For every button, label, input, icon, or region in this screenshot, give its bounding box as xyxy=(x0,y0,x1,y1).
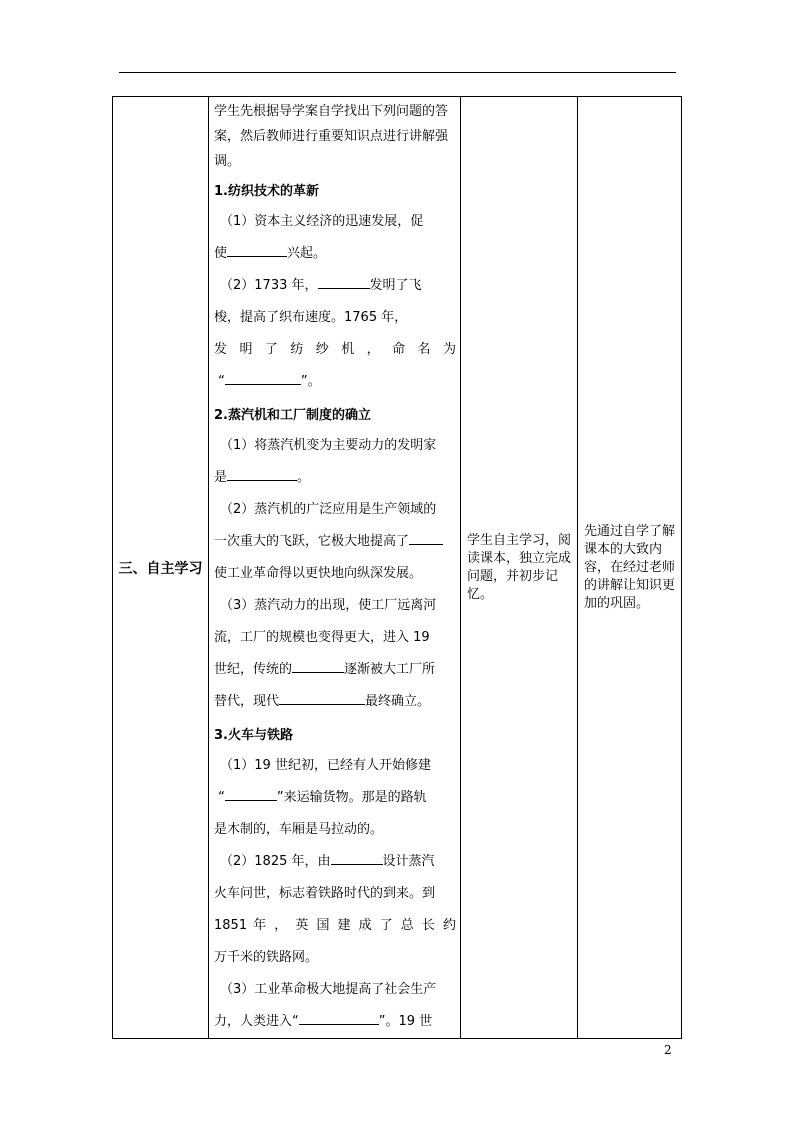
text: 替代，现代 xyxy=(214,694,280,709)
section-heading: 3.火车与铁路 xyxy=(214,728,293,743)
header-rule xyxy=(119,72,676,73)
text: 世纪，传统的 xyxy=(214,662,293,677)
fill-blank xyxy=(299,1010,379,1025)
question-line: （1）资本主义经济的迅速发展，促 xyxy=(220,214,424,229)
question-line xyxy=(214,462,456,494)
text: 力，人类进入“ xyxy=(214,1014,299,1029)
question-line: 流，工厂的规模也变得更大，进入 19 xyxy=(214,630,430,645)
text: “ xyxy=(218,374,225,389)
fill-blank xyxy=(225,786,277,801)
text: 设计蒸汽 xyxy=(382,854,435,869)
fill-blank xyxy=(225,370,301,385)
text: 是 xyxy=(214,470,228,485)
fill-blank xyxy=(227,466,297,481)
question-line xyxy=(214,1006,456,1038)
text: （2）1733 年， xyxy=(220,278,318,293)
design-intent-text: 先通过自学了解课本的大致内容，在经过老师的讲解让知识更加的巩固。 xyxy=(584,523,676,611)
text: 发明了飞 xyxy=(369,278,422,293)
question-line xyxy=(214,238,456,270)
student-activity-text: 学生自主学习，阅读课本，独立完成问题，并初步记忆。 xyxy=(467,532,572,602)
question-line: （1）将蒸汽机变为主要动力的发明家 xyxy=(220,438,437,453)
question-line xyxy=(214,846,456,878)
question-line: 1851 年 ， 英 国 建 成 了 总 长 约 xyxy=(214,918,456,933)
question-line: 火车问世，标志着铁路时代的到来。到 xyxy=(214,886,436,901)
text: ”。 xyxy=(300,374,321,389)
fill-blank xyxy=(318,274,370,289)
text: 兴起。 xyxy=(287,246,327,261)
design-intent-cell xyxy=(578,97,682,1039)
fill-blank xyxy=(279,690,365,705)
teaching-content-cell xyxy=(209,97,461,1039)
intro-text: 学生先根据导学案自学找出下列问题的答案，然后教师进行重要知识点进行讲解强调。 xyxy=(214,104,449,169)
fill-blank xyxy=(331,850,383,865)
fill-blank xyxy=(409,530,443,545)
text: ”来运输货物。那是的路轨 xyxy=(276,790,427,805)
question-line: 万千米的铁路网。 xyxy=(214,950,319,965)
text: 一次重大的飞跃，它极大地提高了 xyxy=(214,534,410,549)
section-heading: 2.蒸汽机和工厂制度的确立 xyxy=(214,408,371,423)
fill-blank xyxy=(292,658,344,673)
text: 使 xyxy=(214,246,228,261)
page-number: 2 xyxy=(664,1043,672,1057)
question-line: （3）工业革命极大地提高了社会生产 xyxy=(220,982,437,997)
section-label: 三、自主学习 xyxy=(118,560,203,577)
question-line xyxy=(214,526,456,558)
table-row xyxy=(113,97,682,1039)
question-line xyxy=(214,366,456,398)
section-heading: 1.纺织技术的革新 xyxy=(214,184,319,199)
question-line: （2）蒸汽机的广泛应用是生产领域的 xyxy=(220,502,437,517)
text: 逐渐被大工厂所 xyxy=(344,662,436,677)
question-line xyxy=(214,686,456,718)
section-label-cell xyxy=(113,97,209,1039)
question-line: （1）19 世纪初，已经有人开始修建 xyxy=(220,758,431,773)
text: “ xyxy=(218,790,225,805)
question-line: （3）蒸汽动力的出现，使工厂远离河 xyxy=(220,598,437,613)
text: 最终确立。 xyxy=(365,694,431,709)
student-activity-cell xyxy=(461,97,578,1039)
question-line: 是木制的，车厢是马拉动的。 xyxy=(214,822,384,837)
question-line: 梭，提高了织布速度。1765 年， xyxy=(214,310,408,325)
question-line: 使工业革命得以更快地向纵深发展。 xyxy=(214,566,423,581)
text: 。 xyxy=(297,470,311,485)
question-line xyxy=(214,654,456,686)
question-line: 发 明 了 纺 纱 机 ， 命 名 为 xyxy=(214,342,456,357)
text: ”。19 世 xyxy=(378,1014,433,1029)
lesson-table xyxy=(112,96,682,1039)
question-line xyxy=(214,270,456,302)
text: （2）1825 年，由 xyxy=(220,854,331,869)
fill-blank xyxy=(227,242,287,257)
question-line xyxy=(214,782,456,814)
